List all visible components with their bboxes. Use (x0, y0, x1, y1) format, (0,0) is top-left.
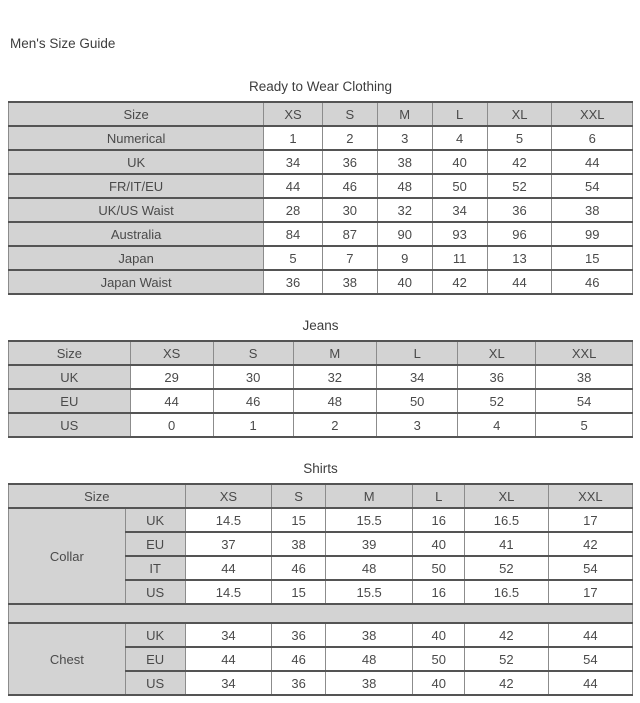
size-value-cell: 90 (377, 222, 432, 246)
size-value-cell: 84 (264, 222, 323, 246)
size-value-cell: 29 (130, 365, 213, 389)
size-value-cell: 44 (185, 647, 272, 671)
size-value-cell: 17 (548, 580, 632, 604)
size-column-header: XL (465, 484, 549, 508)
table-title-shirts: Shirts (303, 461, 338, 476)
size-value-cell: 38 (325, 623, 412, 647)
table-row (9, 623, 633, 647)
size-value-cell: 50 (432, 174, 487, 198)
size-value-cell: 54 (548, 647, 632, 671)
size-value-cell: 52 (458, 389, 536, 413)
table-title-ready-to-wear: Ready to Wear Clothing (248, 79, 393, 94)
size-value-cell: 5 (536, 413, 633, 437)
size-value-cell: 52 (487, 174, 552, 198)
size-column-header: XS (264, 102, 323, 126)
separator-row (9, 604, 633, 623)
size-header-cell: Size (9, 341, 131, 365)
size-value-cell: 2 (293, 413, 377, 437)
row-label-cell: FR/IT/EU (9, 174, 264, 198)
size-value-cell: 39 (325, 532, 412, 556)
size-header-cell: Size (9, 484, 186, 508)
table-row (9, 365, 633, 389)
region-label-cell: US (125, 580, 185, 604)
size-column-header: S (272, 484, 326, 508)
size-value-cell: 34 (264, 150, 323, 174)
size-value-cell: 40 (413, 623, 465, 647)
size-value-cell: 34 (185, 623, 272, 647)
size-value-cell: 2 (322, 126, 377, 150)
size-value-cell: 13 (487, 246, 552, 270)
size-header-cell: Size (9, 102, 264, 126)
size-value-cell: 40 (413, 532, 465, 556)
size-column-header: XXL (536, 341, 633, 365)
size-value-cell: 4 (432, 126, 487, 150)
size-value-cell: 36 (272, 623, 326, 647)
ready-to-wear-table (8, 101, 633, 295)
region-label-cell: UK (125, 508, 185, 532)
size-value-cell: 38 (272, 532, 326, 556)
size-value-cell: 36 (264, 270, 323, 294)
size-value-cell: 32 (377, 198, 432, 222)
size-value-cell: 30 (322, 198, 377, 222)
size-value-cell: 52 (465, 647, 549, 671)
jeans-table (8, 340, 633, 438)
size-value-cell: 36 (272, 671, 326, 695)
separator-cell (9, 604, 633, 623)
size-column-header: L (432, 102, 487, 126)
size-value-cell: 40 (377, 270, 432, 294)
size-column-header: M (325, 484, 412, 508)
size-value-cell: 48 (293, 389, 377, 413)
size-value-cell: 44 (264, 174, 323, 198)
row-label-cell: US (9, 413, 131, 437)
size-value-cell: 28 (264, 198, 323, 222)
table-row (9, 508, 633, 532)
size-value-cell: 42 (432, 270, 487, 294)
size-value-cell: 7 (322, 246, 377, 270)
size-value-cell: 30 (213, 365, 293, 389)
region-label-cell: IT (125, 556, 185, 580)
size-value-cell: 3 (377, 126, 432, 150)
size-column-header: XXL (552, 102, 633, 126)
size-value-cell: 54 (536, 389, 633, 413)
size-value-cell: 34 (432, 198, 487, 222)
size-value-cell: 36 (322, 150, 377, 174)
size-column-header: XL (487, 102, 552, 126)
size-value-cell: 1 (213, 413, 293, 437)
size-value-cell: 15.5 (325, 508, 412, 532)
size-value-cell: 6 (552, 126, 633, 150)
size-value-cell: 96 (487, 222, 552, 246)
shirts-table (8, 483, 633, 696)
size-value-cell: 16 (413, 508, 465, 532)
row-label-cell: Japan (9, 246, 264, 270)
size-value-cell: 5 (264, 246, 323, 270)
size-value-cell: 93 (432, 222, 487, 246)
group-label-cell: Chest (9, 623, 126, 695)
size-value-cell: 4 (458, 413, 536, 437)
size-value-cell: 32 (293, 365, 377, 389)
size-value-cell: 46 (552, 270, 633, 294)
region-label-cell: EU (125, 532, 185, 556)
table-row (9, 150, 633, 174)
size-value-cell: 14.5 (185, 508, 272, 532)
size-value-cell: 38 (325, 671, 412, 695)
header-row (9, 484, 633, 508)
row-label-cell: UK/US Waist (9, 198, 264, 222)
table-row (9, 270, 633, 294)
size-column-header: L (413, 484, 465, 508)
size-value-cell: 50 (413, 556, 465, 580)
size-column-header: XL (458, 341, 536, 365)
size-value-cell: 48 (325, 556, 412, 580)
size-value-cell: 38 (322, 270, 377, 294)
region-label-cell: UK (125, 623, 185, 647)
size-value-cell: 42 (465, 623, 549, 647)
size-value-cell: 15 (272, 580, 326, 604)
size-column-header: M (377, 102, 432, 126)
row-label-cell: EU (9, 389, 131, 413)
size-value-cell: 0 (130, 413, 213, 437)
section-shirts (8, 461, 633, 696)
size-value-cell: 42 (548, 532, 632, 556)
size-value-cell: 14.5 (185, 580, 272, 604)
size-column-header: S (322, 102, 377, 126)
size-value-cell: 38 (377, 150, 432, 174)
size-column-header: XS (185, 484, 272, 508)
table-row (9, 174, 633, 198)
row-label-cell: Japan Waist (9, 270, 264, 294)
size-column-header: L (377, 341, 458, 365)
size-value-cell: 99 (552, 222, 633, 246)
region-label-cell: US (125, 671, 185, 695)
size-value-cell: 46 (272, 647, 326, 671)
size-column-header: XS (130, 341, 213, 365)
size-value-cell: 50 (413, 647, 465, 671)
row-label-cell: UK (9, 150, 264, 174)
size-value-cell: 15 (552, 246, 633, 270)
table-title-jeans: Jeans (302, 318, 339, 333)
header-row (9, 102, 633, 126)
size-value-cell: 44 (185, 556, 272, 580)
size-value-cell: 44 (552, 150, 633, 174)
size-value-cell: 46 (272, 556, 326, 580)
section-ready-to-wear (8, 79, 633, 295)
page-title: Men's Size Guide (10, 36, 116, 51)
size-value-cell: 38 (536, 365, 633, 389)
size-value-cell: 36 (487, 198, 552, 222)
size-value-cell: 40 (432, 150, 487, 174)
size-value-cell: 52 (465, 556, 549, 580)
size-value-cell: 37 (185, 532, 272, 556)
size-value-cell: 44 (548, 623, 632, 647)
size-value-cell: 9 (377, 246, 432, 270)
size-value-cell: 40 (413, 671, 465, 695)
size-value-cell: 42 (465, 671, 549, 695)
size-value-cell: 16 (413, 580, 465, 604)
size-value-cell: 34 (377, 365, 458, 389)
size-value-cell: 54 (548, 556, 632, 580)
size-column-header: M (293, 341, 377, 365)
size-value-cell: 16.5 (465, 580, 549, 604)
size-value-cell: 46 (213, 389, 293, 413)
row-label-cell: Australia (9, 222, 264, 246)
region-label-cell: EU (125, 647, 185, 671)
size-column-header: S (213, 341, 293, 365)
table-row (9, 222, 633, 246)
row-label-cell: Numerical (9, 126, 264, 150)
table-row (9, 389, 633, 413)
size-column-header: XXL (548, 484, 632, 508)
size-value-cell: 44 (548, 671, 632, 695)
table-row (9, 246, 633, 270)
size-value-cell: 38 (552, 198, 633, 222)
size-value-cell: 50 (377, 389, 458, 413)
group-label-cell: Collar (9, 508, 126, 604)
size-value-cell: 34 (185, 671, 272, 695)
size-value-cell: 42 (487, 150, 552, 174)
size-value-cell: 87 (322, 222, 377, 246)
size-value-cell: 15 (272, 508, 326, 532)
size-value-cell: 36 (458, 365, 536, 389)
size-value-cell: 44 (130, 389, 213, 413)
size-value-cell: 1 (264, 126, 323, 150)
size-value-cell: 41 (465, 532, 549, 556)
size-value-cell: 54 (552, 174, 633, 198)
size-value-cell: 48 (325, 647, 412, 671)
table-row (9, 126, 633, 150)
section-jeans (8, 318, 633, 438)
size-value-cell: 11 (432, 246, 487, 270)
row-label-cell: UK (9, 365, 131, 389)
table-row (9, 413, 633, 437)
size-value-cell: 48 (377, 174, 432, 198)
size-value-cell: 17 (548, 508, 632, 532)
size-value-cell: 3 (377, 413, 458, 437)
size-value-cell: 44 (487, 270, 552, 294)
size-value-cell: 5 (487, 126, 552, 150)
size-value-cell: 15.5 (325, 580, 412, 604)
size-value-cell: 46 (322, 174, 377, 198)
header-row (9, 341, 633, 365)
table-row (9, 198, 633, 222)
size-value-cell: 16.5 (465, 508, 549, 532)
